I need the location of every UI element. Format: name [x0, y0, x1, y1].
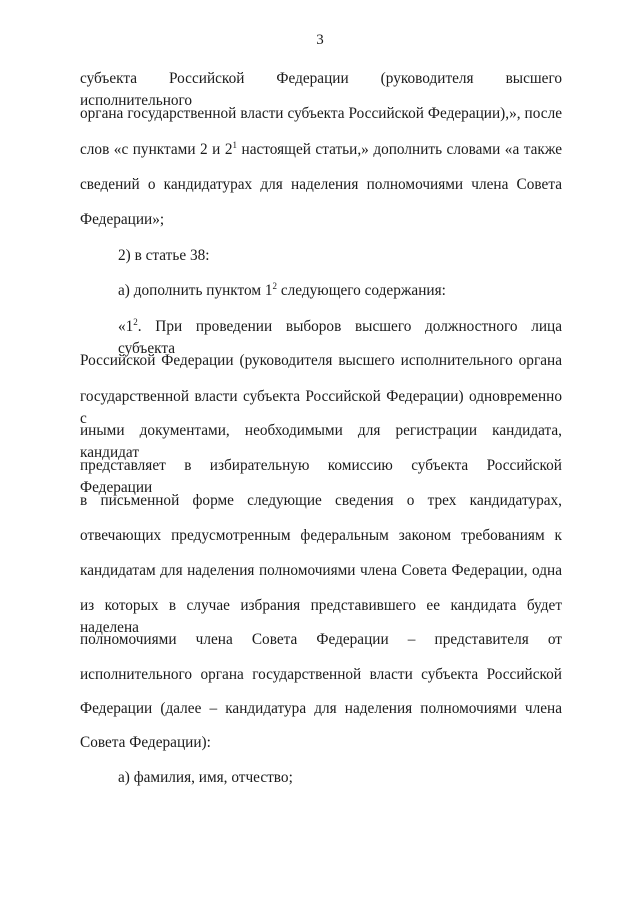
text-line: полномочиями члена Совета Федерации – представителя от — [80, 631, 562, 648]
superscript: 1 — [232, 140, 238, 150]
text-line: кандидатам для наделения полномочиями члена Совета Федерации, одна — [80, 562, 562, 579]
text-line: в письменной форме следующие сведения о трех кандидатурах, — [80, 492, 562, 509]
text-line: субъекта Российской Федерации (руководителя высшего исполнительного — [80, 70, 562, 109]
text-line: сведений о кандидатурах для наделения полномочиями члена Совета — [80, 176, 562, 193]
text-line: Российской Федерации (руководителя высшего исполнительного органа — [80, 352, 562, 369]
text-fragment: а) дополнить пунктом 1 — [118, 282, 273, 299]
text-line: а) фамилия, имя, отчество; — [118, 769, 293, 786]
page-number: 3 — [316, 32, 324, 48]
text-line: исполнительного органа государственной власти субъекта Российской — [80, 666, 562, 683]
text-fragment: . При проведении выборов высшего должностного лица субъекта — [118, 318, 562, 357]
text-line: представляет в избирательную комиссию субъекта Российской Федерации — [80, 457, 562, 496]
text-line: иными документами, необходимыми для регистрации кандидата, кандидат — [80, 422, 562, 461]
text-line: отвечающих предусмотренным федеральным законом требованиям к — [80, 527, 562, 544]
text-line: органа государственной власти субъекта Российской Федерации),», после — [80, 105, 562, 122]
text-line: из которых в случае избрания представившего ее кандидата будет наделена — [80, 597, 562, 636]
text-line: 2) в статье 38: — [118, 247, 210, 264]
text-fragment: настоящей статьи,» дополнить словами «а также — [237, 141, 562, 158]
text-line — [80, 139, 562, 161]
text-line — [118, 280, 562, 302]
text-line: Совета Федерации): — [80, 734, 211, 751]
text-fragment: «1 — [118, 318, 134, 335]
text-line: государственной власти субъекта Российской Федерации) одновременно с — [80, 388, 562, 427]
text-fragment: слов «с пунктами 2 и 2 — [80, 141, 233, 158]
superscript: 2 — [272, 281, 278, 291]
text-line: Федерации (далее – кандидатура для наделения полномочиями члена — [80, 700, 562, 717]
text-line: Федерации»; — [80, 211, 165, 228]
text-fragment: следующего содержания: — [277, 282, 446, 299]
superscript: 2 — [133, 317, 138, 327]
